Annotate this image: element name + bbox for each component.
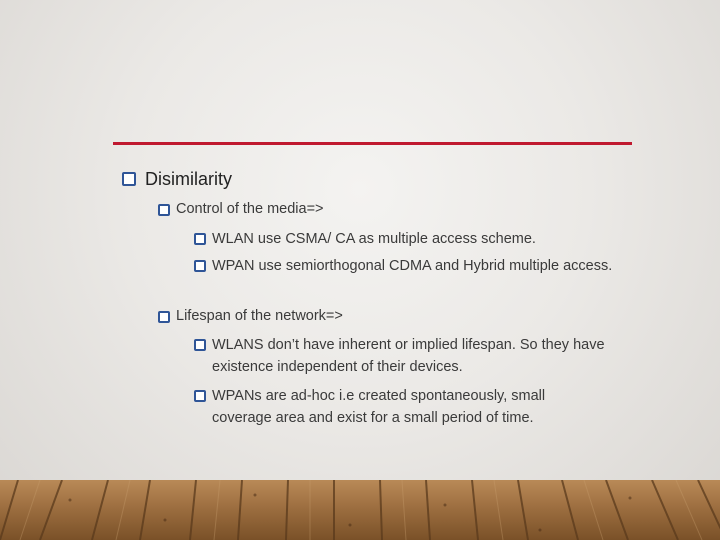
square-bullet-icon [158,311,170,323]
wood-floor [0,480,720,540]
section-label: Lifespan of the network=> [176,308,343,324]
square-bullet-icon [194,260,206,272]
square-bullet-icon [194,390,206,402]
list-item-text: WPAN use semiorthogonal CDMA and Hybrid multiple access. [212,258,613,274]
section-label-media [158,201,324,217]
list-item [194,255,614,277]
list-item [194,228,624,250]
section-label: Control of the media=> [176,201,324,217]
heading-text: Disimilarity [145,169,232,189]
square-bullet-icon [122,172,136,186]
heading-bullet [122,169,232,190]
square-bullet-icon [194,233,206,245]
list-item-text: WLAN use CSMA/ CA as multiple access scheme. [212,231,536,247]
square-bullet-icon [194,339,206,351]
list-item-text: WLANS don’t have inherent or implied lifespan. So they have existence independent of their devices. [212,337,605,375]
section-label-lifespan [158,308,343,324]
list-item-text: WPANs are ad-hoc i.e created spontaneously, small coverage area and exist for a small period of time. [212,388,546,426]
wood-floor-texture [0,480,720,540]
list-item [194,385,604,429]
accent-rule [113,142,632,145]
square-bullet-icon [158,204,170,216]
list-item [194,334,624,378]
